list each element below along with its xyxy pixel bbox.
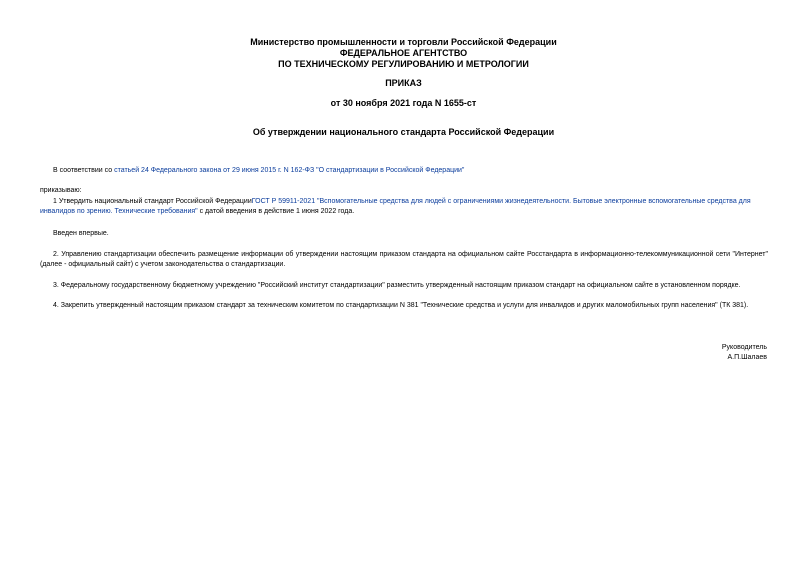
signature-name: А.П.Шалаев — [727, 354, 767, 361]
document-type: ПРИКАЗ — [385, 78, 422, 88]
agency-name-line1: ФЕДЕРАЛЬНОЕ АГЕНТСТВО — [339, 48, 468, 58]
item-1-suffix: с датой введения в действие 1 июня 2022 года. — [197, 208, 355, 215]
order-word: приказываю: — [40, 187, 82, 194]
agency-name-line2: ПО ТЕХНИЧЕСКОМУ РЕГУЛИРОВАНИЮ И МЕТРОЛОГИИ — [278, 59, 529, 69]
ministry-name: Министерство промышленности и торговли Российской Федерации — [250, 37, 557, 47]
preamble-paragraph — [40, 166, 768, 176]
item-1-prefix: 1 Утвердить национальный стандарт Российской Федерации — [53, 198, 252, 205]
federal-law-link[interactable]: статьей 24 Федерального закона от 29 июня 2015 г. N 162-ФЗ "О стандартизации в Российской Федерации" — [114, 167, 465, 174]
item-1-paragraph — [40, 197, 768, 217]
signature-position: Руководитель — [721, 344, 767, 351]
item-4-paragraph: 4. Закрепить утвержденный настоящим приказом стандарт за техническим комитетом по стандартизации N 381 "Технические средства и услуги для инвалидов и других маломобильных групп населения" (ТК 381). — [53, 302, 749, 309]
preamble-prefix: В соответствии со — [53, 167, 115, 174]
item-3-paragraph: 3. Федеральному государственному бюджетному учреждению "Российский институт стандартизации" разместить утвержденный настоящим приказом стандарт на официальном сайте в установленном порядке. — [53, 282, 741, 289]
introduced-note: Введен впервые. — [53, 230, 109, 237]
item-2-paragraph: 2. Управлению стандартизации обеспечить размещение информации об утверждении настоящим приказом стандарта на официальном сайте Росстандарта в информационно-телекоммуникационной сети "Интернет" (далее - официальный сайт) с учетом законодательства о стандартизации. — [40, 251, 768, 268]
document-subject: Об утверждении национального стандарта Российской Федерации — [252, 127, 555, 137]
document-date-number: от 30 ноября 2021 года N 1655-ст — [330, 98, 477, 108]
gost-standard-link[interactable]: ГОСТ Р 59911-2021 "Вспомогательные средства для людей с ограничениями жизнедеятельности. Бытовые электронные вспомогательные средства для инвалидов по зрению. Технические требования" — [40, 198, 751, 215]
